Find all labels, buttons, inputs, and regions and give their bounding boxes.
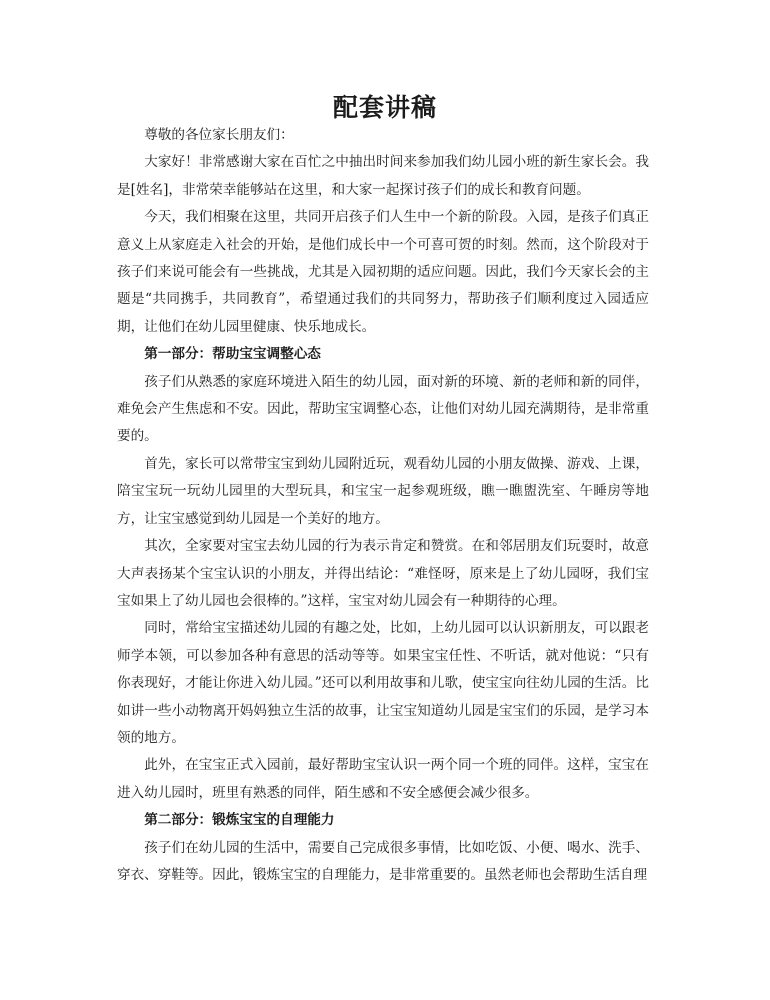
paragraph-visit-kindergarten: 首先，家长可以常带宝宝到幼儿园附近玩，观看幼儿园的小朋友做操、游戏、上课，陪宝宝玩一玩幼儿园里的大型玩具，和宝宝一起参观班级，瞧一瞧盥洗室、午睡房等地方，让宝宝感觉到幼儿园是一个美好的地方。 [117,455,649,527]
paragraph-meet-classmates: 此外，在宝宝正式入园前，最好帮助宝宝认识一两个同一个班的同伴。这样，宝宝在进入幼儿园时，班里有熟悉的同伴，陌生感和不安全感便会减少很多。 [117,757,649,801]
document-body [117,122,649,889]
section-heading-1: 第一部分：帮助宝宝调整心态 [144,346,321,363]
paragraph-describe-fun: 同时，常给宝宝描述幼儿园的有趣之处，比如，上幼儿园可以认识新朋友，可以跟老师学本领，可以参加各种有意思的活动等等。如果宝宝任性、不听话，就对他说：“只有你表现好，才能让你进入幼儿园。”还可以利用故事和儿歌，使宝宝向往幼儿园的生活。比如讲一些小动物离开妈妈独立生活的故事，让宝宝知道幼儿园是宝宝们的乐园，是学习本领的地方。 [117,620,649,746]
paragraph-adjust-mood: 孩子们从熟悉的家庭环境进入陌生的幼儿园，面对新的环境、新的老师和新的同伴，难免会产生焦虑和不安。因此，帮助宝宝调整心态，让他们对幼儿园充满期待，是非常重要的。 [117,373,649,445]
greeting: 尊敬的各位家长朋友们： [144,127,294,143]
document-title: 配套讲稿 [332,93,437,122]
paragraph-praise: 其次，全家要对宝宝去幼儿园的行为表示肯定和赞赏。在和邻居朋友们玩耍时，故意大声表扬某个宝宝认识的小朋友，并得出结论：“难怪呀，原来是上了幼儿园呀，我们宝宝如果上了幼儿园也会很棒的。”这样，宝宝对幼儿园会有一种期待的心理。 [117,538,649,609]
paragraph-self-care: 孩子们在幼儿园的生活中，需要自己完成很多事情，比如吃饭、小便、喝水、洗手、穿衣、穿鞋等。因此，锻炼宝宝的自理能力，是非常重要的。虽然老师也会帮助生活自理 [117,839,649,883]
section-heading-2: 第二部分：锻炼宝宝的自理能力 [144,812,335,829]
paragraph-intro: 大家好！非常感谢大家在百忙之中抽出时间来参加我们幼儿园小班的新生家长会。我是[姓名]，非常荣幸能够站在这里，和大家一起探讨孩子们的成长和教育问题。 [117,154,649,198]
paragraph-theme: 今天，我们相聚在这里，共同开启孩子们人生中一个新的阶段。入园，是孩子们真正意义上从家庭走入社会的开始，是他们成长中一个可喜可贺的时刻。然而，这个阶段对于孩子们来说可能会有一些挑战，尤其是入园初期的适应问题。因此，我们今天家长会的主题是“共同携手，共同教育”，希望通过我们的共同努力，帮助孩子们顺利度过入园适应期，让他们在幼儿园里健康、快乐地成长。 [117,209,649,335]
